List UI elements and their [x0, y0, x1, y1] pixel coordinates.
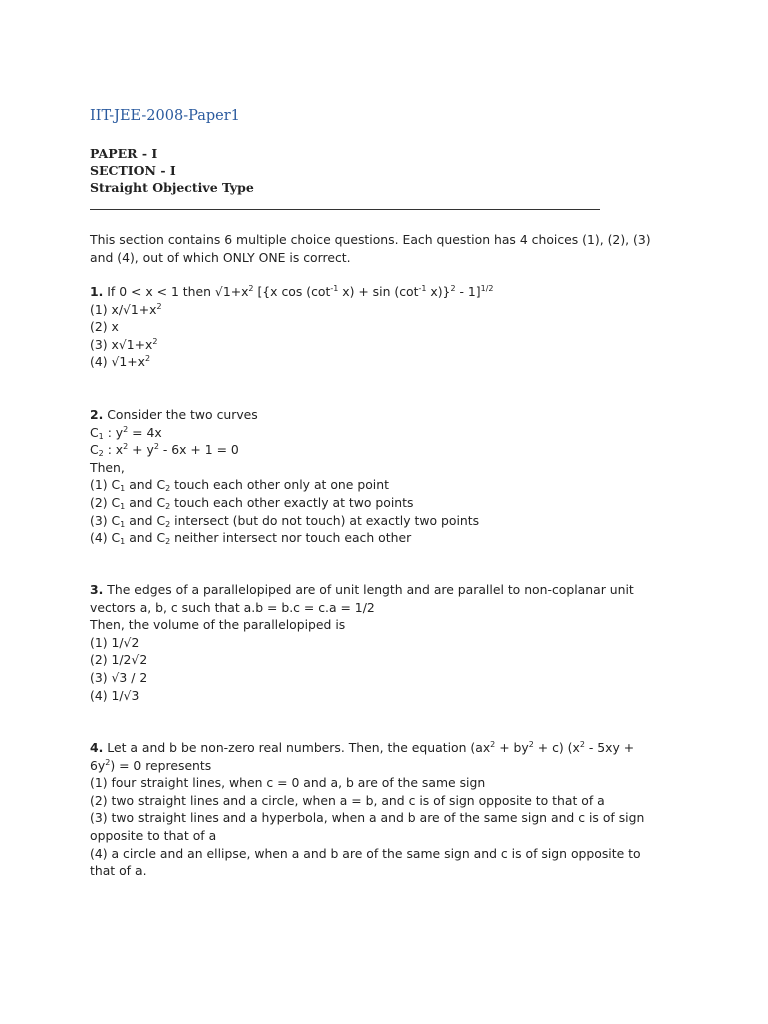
instructions-line-2: and (4), out of which ONLY ONE is correct. — [90, 249, 351, 265]
option: (3) two straight lines and a hyperbola, when a and b are of the same sign and c is of sign — [90, 810, 645, 826]
section-heading: SECTION - I — [90, 163, 176, 178]
document-title: IIT-JEE-2008-Paper1 — [90, 108, 240, 124]
option: (2) two straight lines and a circle, when a = b, and c is of sign opposite to that of a — [90, 792, 605, 808]
option-cont: that of a. — [90, 863, 147, 879]
section-instructions — [90, 231, 670, 266]
question-4-stem: 4. Let a and b be non-zero real numbers. Then, the equation $(ax^2 + by^2 + c)$ ($x^2 - 5xy$ + — [90, 740, 635, 755]
instructions-line-1: This section contains 6 multiple choice questions. Each question has 4 choices (1), (2), (3) — [90, 232, 651, 247]
option: (2) 1/2√2 — [90, 652, 148, 668]
option: (3) $C_1$ and $C_2$ intersect (but do not touch) at exactly two points — [90, 512, 480, 529]
question-3 — [90, 581, 670, 704]
question-3-stem-cont: Then, the volume of the parallelopiped is — [90, 617, 346, 633]
option: (2) x — [90, 319, 119, 335]
question-type-heading: Straight Objective Type — [90, 180, 254, 195]
curve-c2: $C_2$ : $x^2 + y^2 - 6x + 1 = 0$ — [90, 442, 239, 459]
option: (3) √3 / 2 — [90, 669, 148, 685]
question-number: 4. — [90, 740, 104, 755]
paper-heading: PAPER - I — [90, 146, 158, 161]
question-1 — [90, 283, 670, 371]
option: (1) 1/√2 — [90, 634, 140, 650]
option: (4) $C_1$ and $C_2$ neither intersect nor touch each other — [90, 530, 412, 547]
option: (4) a circle and an ellipse, when a and b are of the same sign and c is of sign opposite to — [90, 845, 641, 861]
question-1-stem: 1. If 0 < x < 1 then $√1+x^2$ [{x $\cos (\cot^{-1}$ $x) + \sin (\cot^{-1}$ x)}$^2$ - 1]$^{1/2}$ — [90, 284, 494, 299]
option: (2) $C_1$ and $C_2$ touch each other exactly at two points — [90, 494, 414, 511]
question-2-stem: 2. Consider the two curves — [90, 407, 258, 422]
question-4-stem-cont: $6y^2) = 0$ represents — [90, 757, 212, 773]
curve-c1: $C_1$ : $y^2 = 4x$ — [90, 424, 162, 441]
question-number: 1. — [90, 284, 104, 299]
option: (1) four straight lines, when c = 0 and a, b are of the same sign — [90, 775, 486, 791]
option: (1) $C_1$ and $C_2$ touch each other only at one point — [90, 477, 389, 494]
question-2 — [90, 406, 670, 547]
option: (4) $√1+x^2$ — [90, 354, 151, 370]
option: (4) 1/√3 — [90, 687, 140, 703]
question-number: 2. — [90, 407, 104, 422]
question-4 — [90, 739, 670, 880]
question-3-stem: 3. The edges of a parallelopiped are of unit length and are parallel to non-coplanar unit — [90, 582, 634, 597]
option-cont: opposite to that of a — [90, 827, 217, 843]
divider — [90, 209, 600, 210]
option: (3) $x√1+x^2$ — [90, 336, 158, 352]
then-label: Then, — [90, 459, 125, 475]
question-number: 3. — [90, 582, 104, 597]
option: (1) $x/√1+x^2$ — [90, 301, 162, 317]
question-3-stem-cont: vectors a, b, c such that a.b = b.c = c.a = 1/2 — [90, 599, 375, 615]
